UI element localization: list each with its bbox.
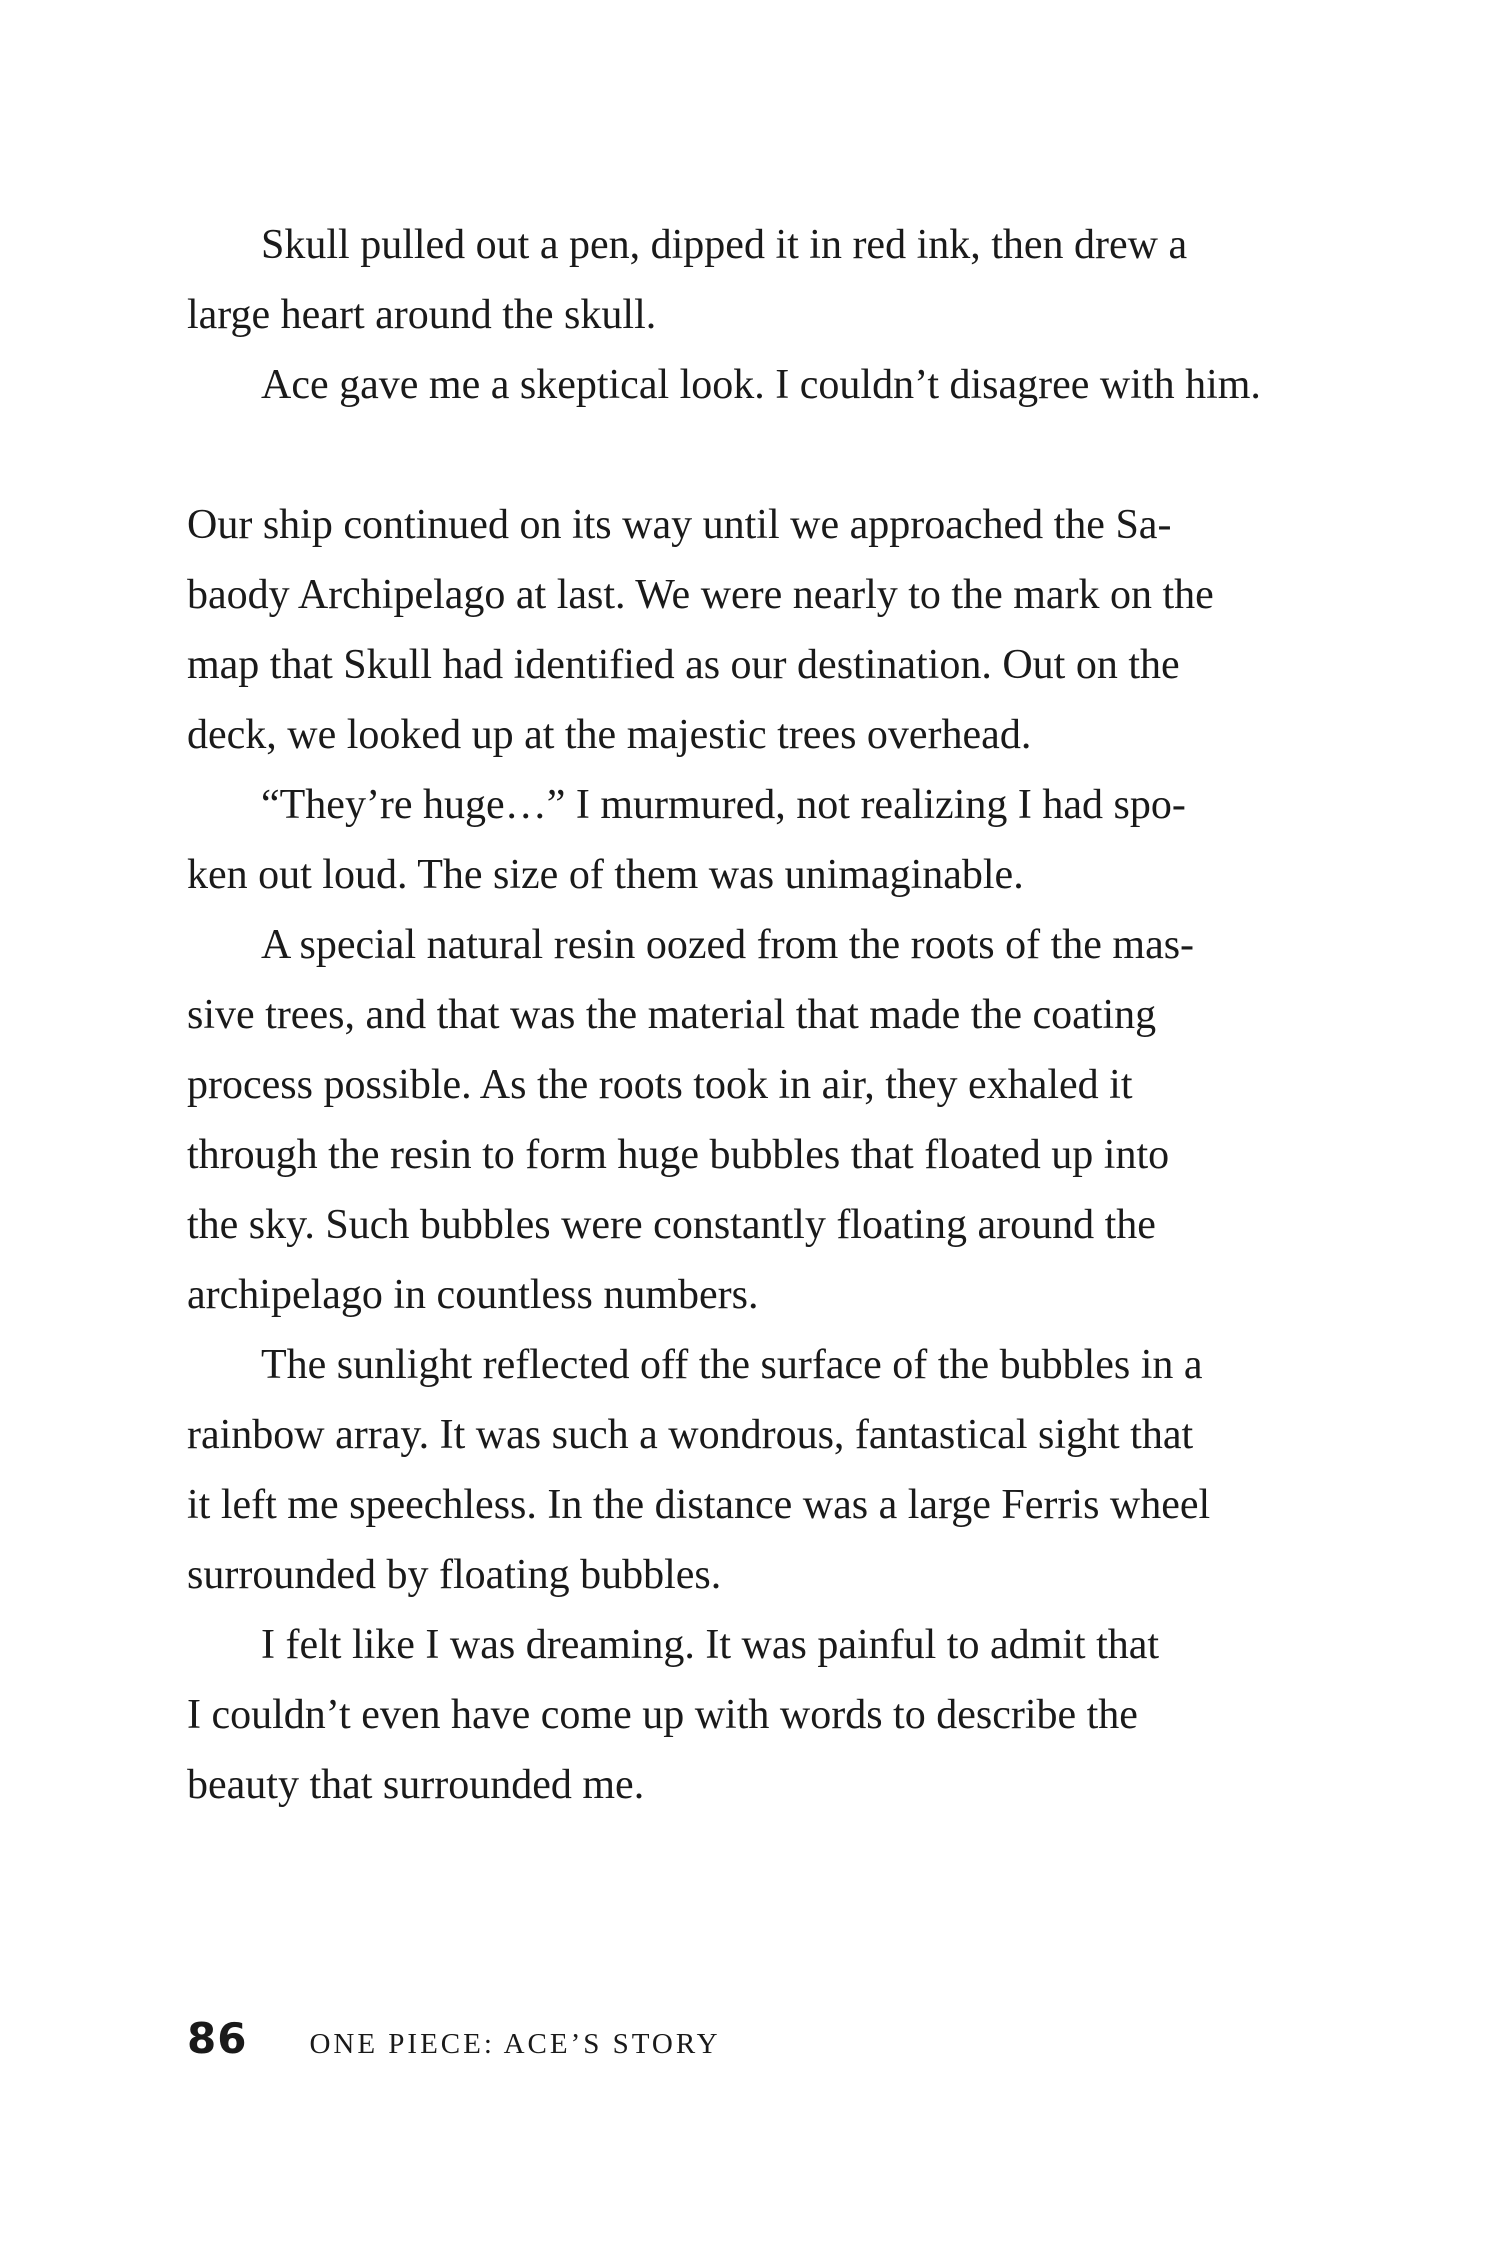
text-line: Skull pulled out a pen, dipped it in red ink, then drew a bbox=[261, 222, 1188, 268]
text-line: “They’re huge…” I murmured, not realizing I had spo- bbox=[261, 782, 1186, 828]
page-footer bbox=[187, 2014, 721, 2074]
text-line: Ace gave me a skeptical look. I couldn’t disagree with him. bbox=[261, 362, 1261, 408]
text-line: Our ship continued on its way until we approached the Sa- bbox=[187, 502, 1172, 548]
text-line: archipelago in countless numbers. bbox=[187, 1272, 759, 1318]
text-line: beauty that surrounded me. bbox=[187, 1762, 645, 1808]
text-line: ken out loud. The size of them was unimaginable. bbox=[187, 852, 1024, 898]
text-line: the sky. Such bubbles were constantly floating around the bbox=[187, 1202, 1156, 1248]
text-line: A special natural resin oozed from the roots of the mas- bbox=[261, 922, 1195, 968]
text-line: through the resin to form huge bubbles that floated up into bbox=[187, 1132, 1170, 1178]
text-line: large heart around the skull. bbox=[187, 292, 657, 338]
text-line: The sunlight reflected off the surface of the bubbles in a bbox=[261, 1342, 1203, 1388]
text-line: surrounded by floating bubbles. bbox=[187, 1552, 722, 1598]
page-number: 86 bbox=[187, 2014, 248, 2063]
text-line: baody Archipelago at last. We were nearly to the mark on the bbox=[187, 572, 1214, 618]
passage-2 bbox=[187, 490, 1277, 1820]
text-line: map that Skull had identified as our destination. Out on the bbox=[187, 642, 1180, 688]
text-line: sive trees, and that was the material that made the coating bbox=[187, 992, 1157, 1038]
text-line: I felt like I was dreaming. It was painful to admit that bbox=[261, 1622, 1160, 1668]
text-line: I couldn’t even have come up with words to describe the bbox=[187, 1692, 1138, 1738]
running-title: ONE PIECE: ACE’S STORY bbox=[309, 2028, 721, 2060]
passage-1 bbox=[187, 210, 1277, 420]
text-line: rainbow array. It was such a wondrous, fantastical sight that bbox=[187, 1412, 1194, 1458]
text-line: deck, we looked up at the majestic trees overhead. bbox=[187, 712, 1032, 758]
text-line: process possible. As the roots took in air, they exhaled it bbox=[187, 1062, 1133, 1108]
text-line: it left me speechless. In the distance was a large Ferris wheel bbox=[187, 1482, 1211, 1528]
